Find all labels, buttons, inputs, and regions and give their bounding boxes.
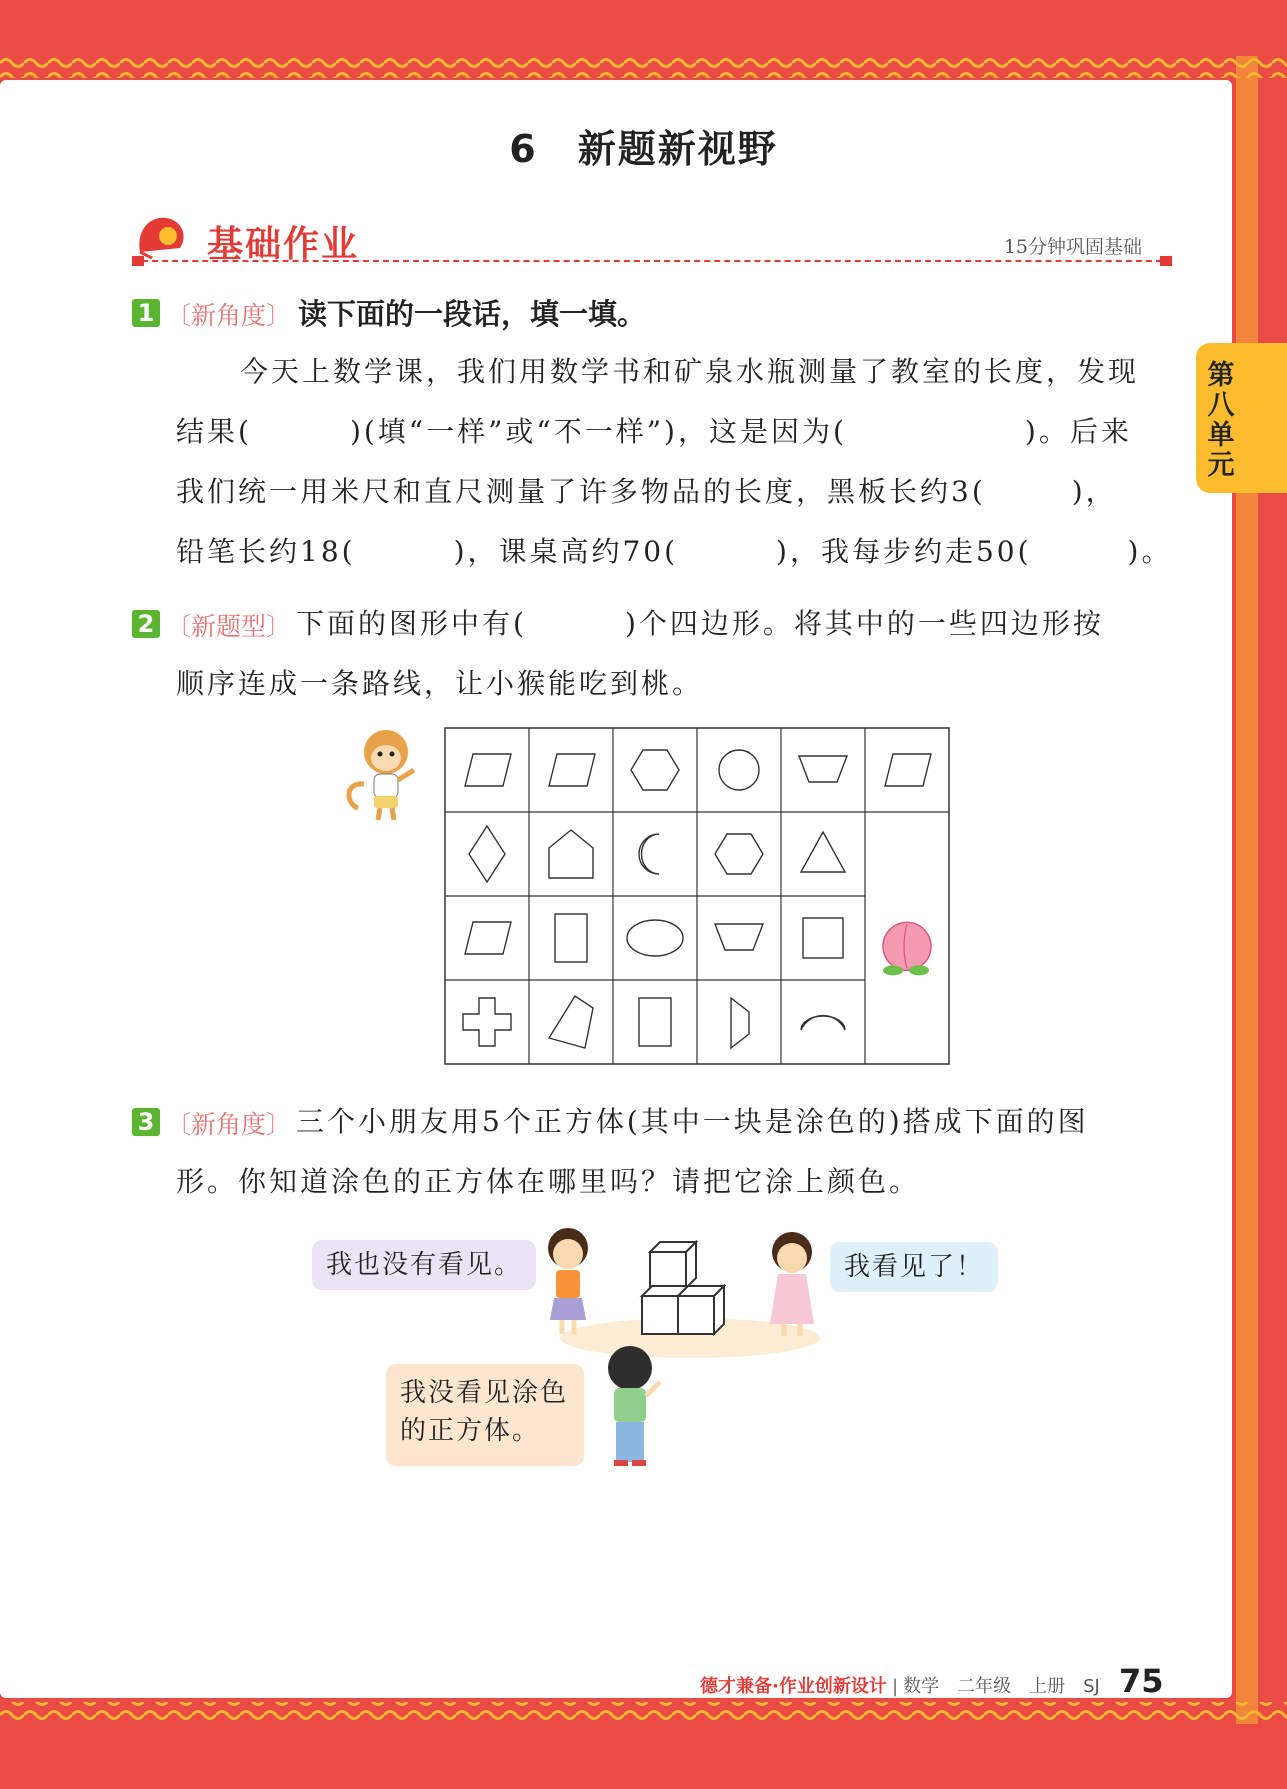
q1-line-4-a: 铅笔长约18( bbox=[176, 535, 356, 568]
section-subtitle: 15分钟巩固基础 bbox=[1003, 236, 1142, 258]
q2-line-1-b: )个四边形。将其中的一些四边形按 bbox=[624, 607, 1104, 640]
question-number-1: 1 bbox=[132, 299, 160, 327]
footer-brand: 德才兼备·作业创新设计 bbox=[700, 1676, 887, 1697]
crescent-shape[interactable] bbox=[801, 1016, 845, 1030]
peach-icon[interactable] bbox=[883, 922, 931, 975]
q3-line-2: 形。你知道涂色的正方体在哪里吗？请把它涂上颜色。 bbox=[176, 1165, 921, 1198]
question-2-tag: 〔新题型〕 bbox=[166, 612, 292, 641]
pentagon-shape[interactable] bbox=[549, 830, 593, 878]
q3-line-1: 三个小朋友用5个正方体(其中一块是涂色的)搭成下面的图 bbox=[296, 1105, 1089, 1138]
q1-line-3-a: 我们统一用米尺和直尺测量了许多物品的长度，黑板长约3( bbox=[176, 475, 986, 508]
bubble-bottom-line-2: 的正方体。 bbox=[400, 1416, 541, 1446]
page-title: 6 新题新视野 bbox=[509, 127, 778, 171]
shape-grid bbox=[343, 722, 953, 1068]
cube-structure bbox=[642, 1242, 724, 1334]
q1-line-3 bbox=[176, 462, 1117, 522]
q1-line-4-d: )。 bbox=[1127, 535, 1173, 568]
boy-illustration bbox=[608, 1346, 660, 1466]
question-1-title: 读下面的一段话，填一填。 bbox=[298, 297, 647, 331]
section-header bbox=[132, 210, 1172, 270]
section-divider bbox=[132, 260, 1172, 262]
question-3-tag: 〔新角度〕 bbox=[166, 1110, 292, 1139]
girl-right-illustration bbox=[770, 1232, 814, 1336]
q1-line-3-b: )， bbox=[1071, 475, 1117, 508]
rhombus-shape[interactable] bbox=[469, 826, 505, 882]
q3-scene bbox=[530, 1220, 850, 1480]
q1-line-2-a: 结果( bbox=[176, 415, 252, 448]
rectangle-shape[interactable] bbox=[639, 998, 671, 1046]
question-1-tag: 〔新角度〕 bbox=[166, 301, 292, 330]
divider-end-right bbox=[1160, 256, 1172, 266]
parallelogram-shape[interactable] bbox=[465, 922, 511, 954]
footer-info: 数学 二年级 上册 SJ bbox=[903, 1676, 1100, 1697]
q1-line-4 bbox=[176, 522, 1172, 582]
hexagon-shape[interactable] bbox=[715, 834, 763, 874]
q1-line-2-b: )(填“一样”或“不一样”)，这是因为( bbox=[349, 415, 847, 448]
square-shape[interactable] bbox=[803, 918, 843, 958]
speech-bubble-left: 我也没有看见。 bbox=[312, 1240, 536, 1290]
trapezoid-shape[interactable] bbox=[715, 924, 763, 950]
q1-line-4-b: )，课桌高约70( bbox=[453, 535, 679, 568]
page-number: 75 bbox=[1118, 1662, 1164, 1700]
footer-separator: | bbox=[891, 1676, 899, 1697]
parallelogram-shape[interactable] bbox=[885, 754, 931, 786]
circle-shape[interactable] bbox=[719, 750, 759, 790]
grid-lines bbox=[445, 728, 949, 1064]
speech-bubble-right: 我看见了！ bbox=[830, 1242, 998, 1292]
question-number-3: 3 bbox=[132, 1108, 160, 1136]
unit-tab-label: 第八单元 bbox=[1207, 360, 1235, 481]
bubble-bottom-line-1: 我没看见涂色 bbox=[400, 1378, 569, 1408]
q1-line-2 bbox=[176, 402, 1132, 462]
page-footer bbox=[700, 1662, 1200, 1700]
triangle-shape[interactable] bbox=[801, 832, 845, 872]
q2-line-1-a: 下面的图形中有( bbox=[296, 607, 527, 640]
crescent-shape[interactable] bbox=[639, 834, 659, 874]
cross-shape[interactable] bbox=[463, 998, 511, 1046]
quadrilateral-shape[interactable] bbox=[549, 996, 593, 1048]
q2-line-1 bbox=[296, 594, 1104, 654]
q1-line-1: 今天上数学课，我们用数学书和矿泉水瓶测量了教室的长度，发现 bbox=[240, 355, 1140, 388]
q1-line-4-c: )，我每步约走50( bbox=[776, 535, 1032, 568]
girl-left-illustration bbox=[548, 1228, 588, 1334]
section-name: 基础作业 bbox=[207, 224, 360, 265]
parallelogram-shape[interactable] bbox=[465, 754, 511, 786]
trapezoid-shape[interactable] bbox=[731, 998, 749, 1048]
parallelogram-shape[interactable] bbox=[549, 754, 595, 786]
q2-line-2: 顺序连成一条路线，让小猴能吃到桃。 bbox=[176, 667, 704, 700]
question-number-2: 2 bbox=[132, 610, 160, 638]
divider-end-left bbox=[132, 256, 144, 266]
rectangle-shape[interactable] bbox=[555, 914, 587, 962]
trapezoid-shape[interactable] bbox=[799, 756, 847, 782]
ellipse-shape[interactable] bbox=[627, 920, 683, 956]
q1-line-2-c: )。后来 bbox=[1024, 415, 1132, 448]
lamp-icon bbox=[132, 210, 194, 262]
hexagon-shape[interactable] bbox=[631, 750, 679, 790]
